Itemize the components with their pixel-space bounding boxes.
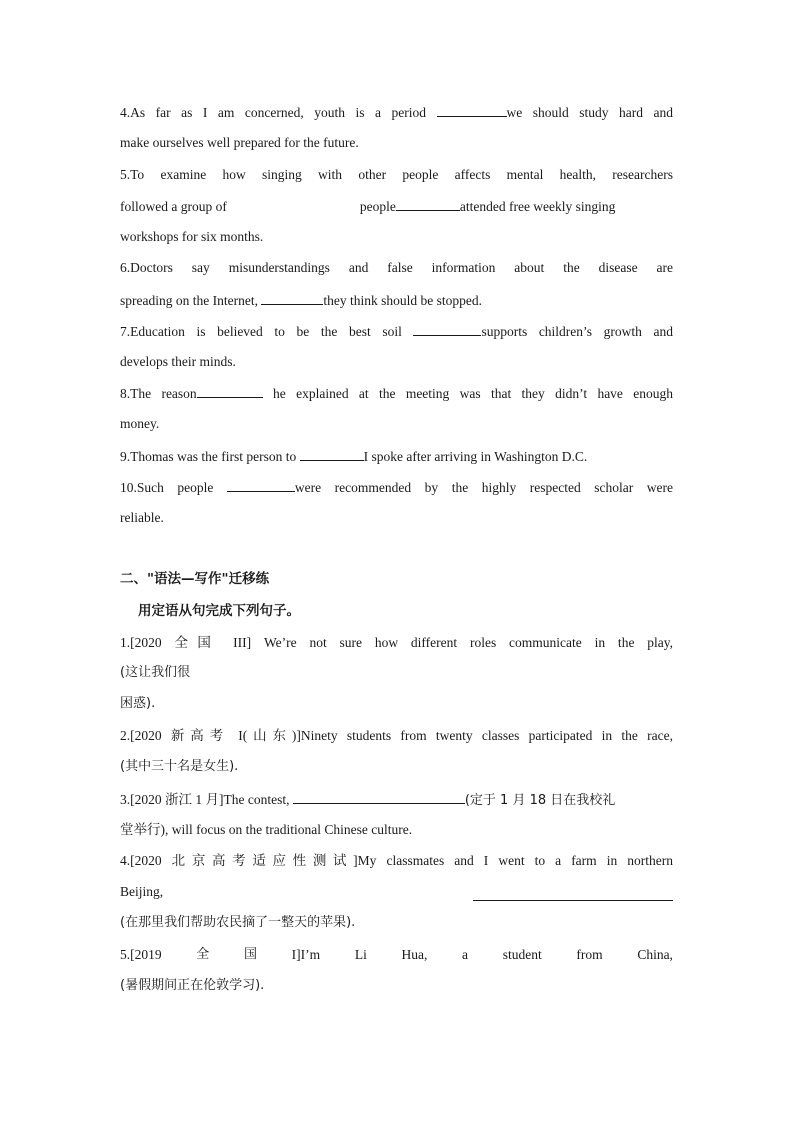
q6-text-b1: spreading on the Internet, xyxy=(120,293,258,308)
p2-q5-word: Hua, xyxy=(401,947,428,962)
q5-text-b1: followed a group of xyxy=(120,199,227,214)
section-instruction: 用定语从句完成下列句子。 xyxy=(138,603,300,619)
answer-blank[interactable] xyxy=(227,477,295,492)
q8-line1 xyxy=(120,383,673,403)
q7-text-a2: supports children’s growth and xyxy=(481,324,674,339)
p2-q4-line2 xyxy=(120,882,673,902)
p2-q5-word: a xyxy=(462,947,469,962)
answer-blank[interactable] xyxy=(437,102,507,117)
p2-q4-text-b: Beijing, xyxy=(120,884,164,899)
p2-q1-line1: 1.[2020 全国 III] We’re not sure how different roles communicate in the play, xyxy=(120,635,673,650)
q5-text-b2: people xyxy=(359,199,396,214)
q7-text-a1: 7.Education is believed to be the best soil xyxy=(120,324,402,339)
q6-text-b2: they think should be stopped. xyxy=(323,293,482,308)
q10-text-a1: 10.Such people xyxy=(120,480,214,495)
p2-q5-line2: (暑假期间正在伦敦学习). xyxy=(120,978,265,993)
p2-q5-word: 全 xyxy=(196,947,210,962)
answer-blank[interactable] xyxy=(396,196,460,211)
q10-text-a2: were recommended by the highly respected scholar were xyxy=(294,480,673,495)
q7-line1 xyxy=(120,321,673,341)
q9-text-a1: 9.Thomas was the first person to xyxy=(120,449,297,464)
answer-blank[interactable] xyxy=(261,290,323,305)
p2-q5-word: from xyxy=(576,947,603,962)
p2-q5-word: China, xyxy=(637,947,673,962)
q4-text-b: we should study hard and xyxy=(506,105,674,120)
p2-q1-line2: (这让我们很 xyxy=(120,665,191,680)
p2-q5-word: student xyxy=(502,947,542,962)
p2-q3-text-a1: 3.[2020 浙江 1 月]The contest, xyxy=(120,792,290,807)
q9-line1 xyxy=(120,446,673,466)
q5-line3: workshops for six months. xyxy=(120,229,264,244)
p2-q2-line1: 2.[2020 新高考 I(山东)]Ninety students from twenty classes participated in the race, xyxy=(120,728,673,743)
p2-q3-text-a2: (定于 1 月 18 日在我校礼 xyxy=(464,793,616,808)
q7-line2: develops their minds. xyxy=(120,354,236,369)
p2-q5-line1 xyxy=(120,945,673,965)
p2-q2-line2: (其中三十名是女生). xyxy=(120,759,239,774)
q9-text-a2: I spoke after arriving in Washington D.C. xyxy=(363,449,588,464)
q10-line1 xyxy=(120,477,673,497)
q8-line2: money. xyxy=(120,416,160,431)
p2-q3-line2: 堂举行), will focus on the traditional Chinese culture. xyxy=(120,822,413,837)
answer-blank[interactable] xyxy=(413,321,481,336)
p2-q4-line3: (在那里我们帮助农民摘了一整天的苹果). xyxy=(120,915,356,930)
q5-text-b3: attended free weekly singing xyxy=(459,199,616,214)
p2-q3-line1 xyxy=(120,789,673,809)
answer-blank[interactable] xyxy=(300,446,364,461)
p2-q5-word: Li xyxy=(354,947,367,962)
p2-q1-line3: 困惑). xyxy=(120,696,156,711)
q6-line2 xyxy=(120,290,673,310)
q4-text-a: 4.As far as I am concerned, youth is a period xyxy=(120,105,426,120)
q5-line2 xyxy=(120,196,673,216)
q8-text-a1: 8.The reason xyxy=(120,386,197,401)
q6-line1: 6.Doctors say misunderstandings and false information about the disease are xyxy=(120,260,673,275)
p2-q4-line1: 4.[2020 北京高考适应性测试]My classmates and I went to a farm in northern xyxy=(120,853,673,868)
q4-line1 xyxy=(120,102,673,122)
p2-q5-word: I]I’m xyxy=(291,947,321,962)
q4-line2: make ourselves well prepared for the future. xyxy=(120,135,359,150)
answer-blank[interactable] xyxy=(473,886,673,901)
answer-blank[interactable] xyxy=(197,383,263,398)
p2-q5-word: 5.[2019 xyxy=(120,947,162,962)
section-heading: 二、"语法—写作"迁移练 xyxy=(120,571,270,587)
p2-q5-word: 国 xyxy=(243,947,257,962)
answer-blank[interactable] xyxy=(293,789,465,804)
q8-text-a2: he explained at the meeting was that they didn’t have enough xyxy=(273,386,674,401)
q10-line2: reliable. xyxy=(120,510,164,525)
q5-line1: 5.To examine how singing with other people affects mental health, researchers xyxy=(120,167,673,182)
